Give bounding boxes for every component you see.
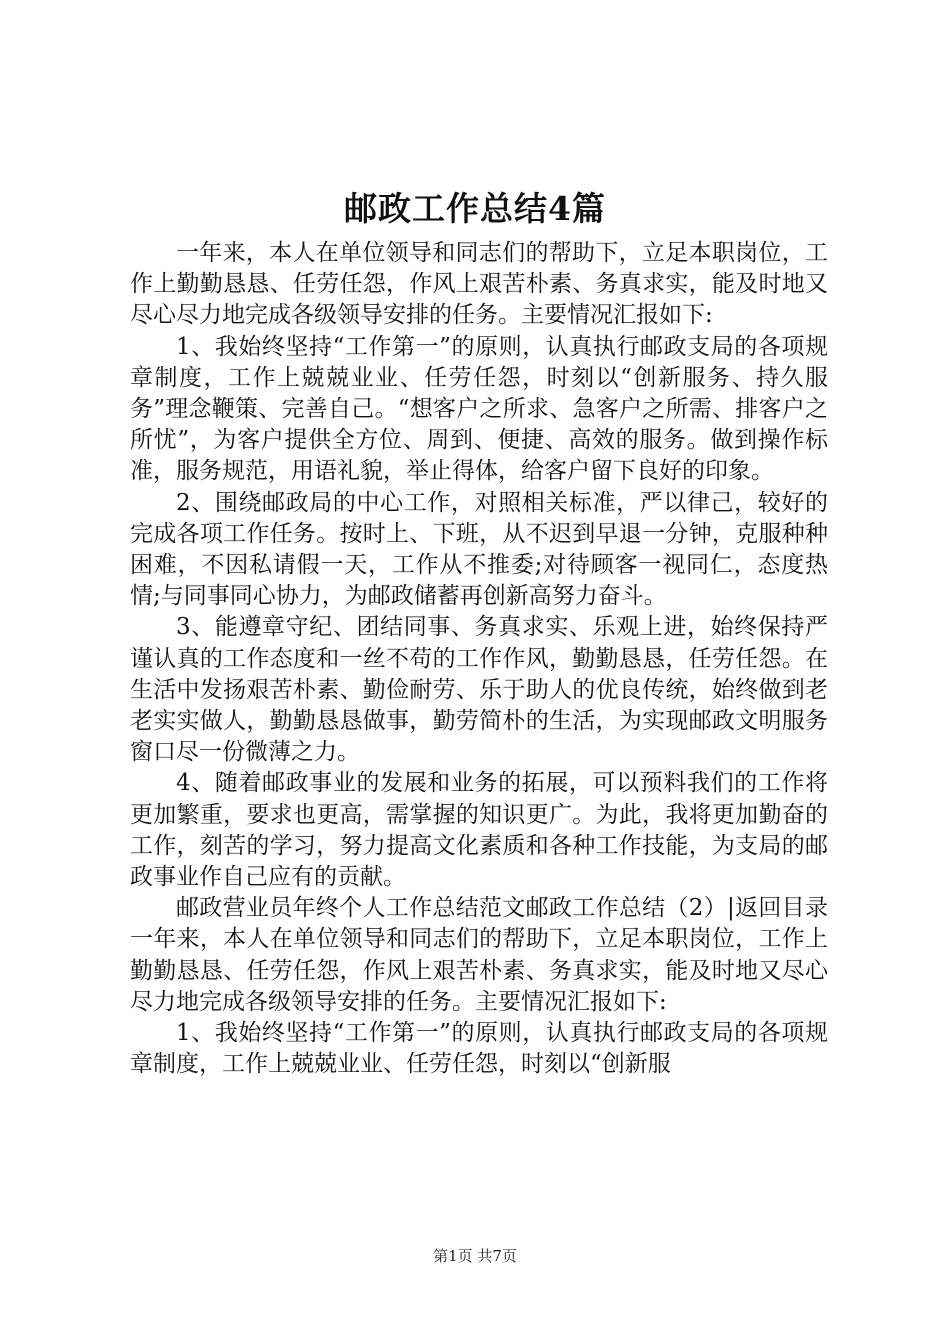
paragraph-item-3: 3、能遵章守纪、团结同事、务真求实、乐观上进，始终保持严谨认真的工作态度和一丝不苟的工作作风，勤勤恳恳，任劳任怨。在生活中发扬艰苦朴素、勤俭耐劳、乐于助人的优良传统，始终做到老老实实做人，勤勤恳恳做事，勤劳简朴的生活，为实现邮政文明服务窗口尽一份微薄之力。 [130,614,828,766]
paragraph-section-2-item-1: 1、我始终坚持“工作第一”的原则，认真执行邮政支局的各项规章制度，工作上兢兢业业、任劳任怨，时刻以“创新服 [130,1020,828,1078]
paragraph-item-4: 4、随着邮政事业的发展和业务的拓展，可以预料我们的工作将更加繁重，要求也更高，需掌握的知识更广。为此，我将更加勤奋的工作，刻苦的学习，努力提高文化素质和各种工作技能，为支局的邮政事业作自己应有的贡献。 [130,770,828,891]
paragraph-section-2-intro: 邮政营业员年终个人工作总结范文邮政工作总结（2）|返回目录一年来，本人在单位领导和同志们的帮助下，立足本职岗位，工作上勤勤恳恳、任劳任怨，作风上艰苦朴素、务真求实，能及时地又尽心尽力地完成各级领导安排的任务。主要情况汇报如下: [130,895,828,1015]
page-number-footer: 第1页 共7页 [433,1247,517,1265]
document-title: 邮政工作总结4篇 [344,189,606,228]
paragraph-item-1: 1、我始终坚持“工作第一”的原则，认真执行邮政支局的各项规章制度，工作上兢兢业业、任劳任怨，时刻以“创新服务、持久服务”理念鞭策、完善自己。“想客户之所求、急客户之所需、排客户之所忧”，为客户提供全方位、周到、便捷、高效的服务。做到操作标准，服务规范，用语礼貌，举止得体，给客户留下良好的印象。 [130,333,828,485]
paragraph-intro: 一年来，本人在单位领导和同志们的帮助下，立足本职岗位，工作上勤勤恳恳、任劳任怨，作风上艰苦朴素、务真求实，能及时地又尽心尽力地完成各级领导安排的任务。主要情况汇报如下: [130,240,828,329]
paragraph-item-2: 2、围绕邮政局的中心工作，对照相关标准，严以律己，较好的完成各项工作任务。按时上、下班，从不迟到早退一分钟，克服种种困难，不因私请假一天，工作从不推委;对待顾客一视同仁，态度热情;与同事同心协力，为邮政储蓄再创新高努力奋斗。 [130,489,828,610]
document-body [130,238,828,1080]
